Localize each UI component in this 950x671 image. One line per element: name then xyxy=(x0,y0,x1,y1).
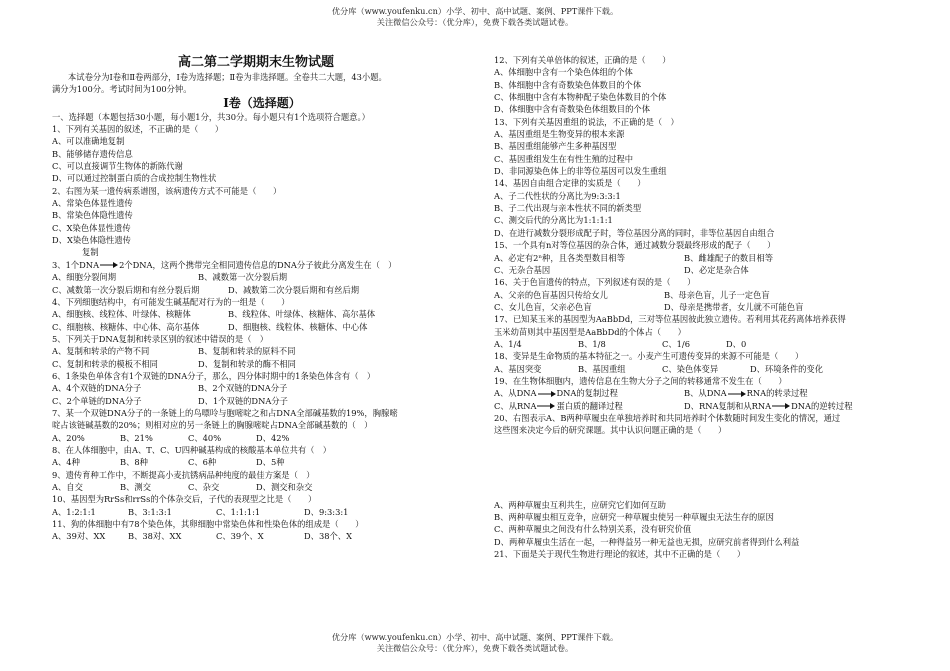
section-heading: Ⅰ卷（选择题） xyxy=(223,95,301,110)
question-11-options xyxy=(52,530,472,542)
question-7-option-c: C、40% xyxy=(188,432,222,443)
question-7-line-1: 7、某一个双链DNA分子的一条链上的鸟嘌呤与胞嘧啶之和占DNA全部碱基数的19%，胸腺嘧 xyxy=(52,407,398,418)
question-12-option-b: B、体细胞中含有奇数染色体数目的个体 xyxy=(494,79,642,90)
question-15-option-a: A、必定有2ⁿ种，且各类型数目相等 xyxy=(494,252,626,263)
question-3-options-row-2 xyxy=(52,284,472,296)
question-9: 9、遗传育种工作中，不断提高小麦抗锈病品种纯度的最佳方案是（ ） xyxy=(52,469,315,480)
question-17-option-b: B、1/8 xyxy=(578,338,606,349)
question-17-line-2: 玉米幼苗则其中基因型是AaBbDd的个体占（ ） xyxy=(494,326,686,337)
right-arrow-icon xyxy=(771,402,791,410)
question-4-option-a: A、细胞核、线粒体、叶绿体、核糖体 xyxy=(52,309,191,320)
intro-line-2: 满分为100分。考试时间为100分钟。 xyxy=(52,84,192,95)
question-2-option-a: A、常染色体显性遗传 xyxy=(52,198,133,209)
question-11-option-b: B、38对、XX xyxy=(128,531,182,542)
question-10-options xyxy=(52,506,472,518)
question-6-option-c: C、2个单链的DNA分子 xyxy=(52,395,142,406)
question-7-option-b: B、21% xyxy=(120,432,153,443)
question-18-option-c: C、染色体变异 xyxy=(662,363,719,374)
question-3-option-c: C、减数第一次分裂后期和有丝分裂后期 xyxy=(52,284,200,295)
question-7-option-a: A、20% xyxy=(52,432,85,443)
question-16-option-d: D、母亲是携带者，女儿就不可能色盲 xyxy=(664,301,804,312)
page-header xyxy=(0,6,950,27)
question-6: 6、1条染色单体含有1个双链的DNA分子，那么，四分体时期中的1条染色体含有（ ） xyxy=(52,370,376,381)
question-5-options-row-1 xyxy=(52,345,472,357)
intro-line-1: 本试卷分为Ⅰ卷和Ⅱ卷两部分，Ⅰ卷为选择题；Ⅱ卷为非选择题。全卷共二大题，43小题。 xyxy=(68,72,387,82)
question-17-option-c: C、1/6 xyxy=(662,338,690,349)
q19b-end: RNA的转录过程 xyxy=(746,388,808,399)
header-line-2: 关注微信公众号：（优分库），免费下载各类试题试卷。 xyxy=(376,16,574,27)
question-6-option-b: B、2个双链的DNA分子 xyxy=(198,383,288,394)
question-19-options-row-1 xyxy=(494,387,914,399)
question-11-option-c: C、39个、X xyxy=(216,531,264,542)
question-15: 15、一个具有n对等位基因的杂合体，通过减数分裂最终形成的配子（ ） xyxy=(494,240,776,251)
right-arrow-icon xyxy=(536,402,556,410)
question-10-option-a: A、1:2:1:1 xyxy=(52,506,96,517)
exam-title: 高二第二学期期末生物试题 xyxy=(177,55,334,70)
question-1-option-c: C、可以直接调节生物体的新陈代谢 xyxy=(52,161,183,172)
question-16-options-row-1 xyxy=(494,289,914,301)
question-19: 19、在生物体细胞内，遗传信息在生物大分子之间的转移通常不发生在（ ） xyxy=(494,375,787,386)
question-9-option-a: A、自交 xyxy=(52,482,83,492)
q19c-end: 蛋白质的翻译过程 xyxy=(556,400,623,411)
question-1-option-d: D、可以通过控制蛋白质的合成控制生物性状 xyxy=(52,173,217,184)
question-8-options xyxy=(52,456,472,468)
page-footer xyxy=(0,632,950,653)
part-instruction: 一、选择题（本题包括30小题，每小题1分，共30分。每小题只有1个选项符合题意。） xyxy=(52,111,370,122)
question-9-option-d: D、测交和杂交 xyxy=(256,482,313,492)
right-column xyxy=(494,54,914,560)
question-10: 10、基因型为RrSs和rrSs的个体杂交后，子代的表现型之比是（ ） xyxy=(52,494,317,505)
question-18: 18、变异是生命物质的基本特征之一。小麦产生可遗传变异的来源不可能是（ ） xyxy=(494,351,804,362)
question-16-option-b: B、母亲色盲，儿子一定色盲 xyxy=(664,289,770,300)
question-10-option-d: D、9:3:3:1 xyxy=(304,506,349,517)
question-5: 5、下列关于DNA复制和转录区别的叙述中错误的是（ ） xyxy=(52,333,269,344)
question-19-option-a xyxy=(494,387,618,399)
question-20-figure-space xyxy=(494,437,914,499)
question-11-option-d: D、38个、X xyxy=(304,531,353,542)
question-8-option-b: B、8种 xyxy=(120,457,148,468)
q19d-start: D、RNA复制和从RNA xyxy=(684,400,772,411)
question-14-option-a: A、子二代性状的分离比为9:3:3:1 xyxy=(494,190,621,201)
question-3-options-row-1 xyxy=(52,271,472,283)
question-2-option-d: D、X染色体隐性遗传 xyxy=(52,235,131,246)
question-13-option-d: D、非同源染色体上的非等位基因可以发生重组 xyxy=(494,166,667,177)
question-10-option-c: C、1:1:1:1 xyxy=(216,506,261,517)
question-5-option-b: B、复制和转录的原料不同 xyxy=(198,346,296,357)
question-20-line-2: 这些图来决定今后的研究课题。其中认识问题正确的是（ ） xyxy=(494,425,727,436)
question-14-option-d: D、在进行减数分裂形成配子时，等位基因分离的同时，非等位基因自由组合 xyxy=(494,227,775,238)
q19b-start: B、从DNA xyxy=(684,388,727,399)
question-6-option-d: D、1个双链的DNA分子 xyxy=(198,395,288,406)
right-arrow-icon xyxy=(99,261,119,269)
question-2: 2、右图为某一遗传病系谱图，该病遗传方式不可能是（ ） xyxy=(52,185,282,196)
question-13-option-a: A、基因重组是生物变异的根本来源 xyxy=(494,129,625,140)
right-arrow-icon xyxy=(537,390,557,398)
question-15-option-b: B、雌雄配子的数目相等 xyxy=(684,252,774,263)
question-9-option-b: B、测交 xyxy=(120,482,151,492)
question-12-option-a: A、体细胞中含有一个染色体组的个体 xyxy=(494,67,633,78)
right-arrow-icon xyxy=(727,390,747,398)
question-8-option-a: A、4种 xyxy=(52,457,80,468)
question-20-option-d: D、两种草履虫生活在一起，一种得益另一种无益也无损，应研究前者得到什么利益 xyxy=(494,536,800,547)
question-8-option-d: D、5种 xyxy=(256,457,285,468)
question-3-stem-end: 2个DNA，这两个携带完全相同遗传信息的DNA分子彼此分离发生在（ ） xyxy=(119,259,397,270)
question-4-option-d: D、细胞核、线粒体、核糖体、中心体 xyxy=(228,321,368,332)
question-13-option-c: C、基因重组发生在有性生殖的过程中 xyxy=(494,153,634,164)
question-17-options xyxy=(494,338,914,350)
question-15-options-row-2 xyxy=(494,264,914,276)
left-column xyxy=(52,54,472,543)
question-10-option-b: B、3:1:3:1 xyxy=(128,506,172,517)
question-3-option-b: B、减数第一次分裂后期 xyxy=(198,272,288,283)
question-11: 11、狗的体细胞中有78个染色体，其卵细胞中常染色体和性染色体的组成是（ ） xyxy=(52,519,364,530)
question-19-option-d xyxy=(684,400,853,412)
question-7-line-2: 啶占该链碱基数的20%；则相对应的另一条链上的胸腺嘧啶占DNA全部碱基数的（ ） xyxy=(52,420,373,431)
question-19-options-row-2 xyxy=(494,400,914,412)
question-4-options-row-2 xyxy=(52,321,472,333)
question-1-option-b: B、能够储存遗传信息 xyxy=(52,148,133,159)
question-4: 4、下列细胞结构中，有可能发生碱基配对行为的一组是（ ） xyxy=(52,296,290,307)
question-14-option-c: C、测交后代的分离比为1:1:1:1 xyxy=(494,215,613,226)
question-4-option-b: B、线粒体、叶绿体、核糖体、高尔基体 xyxy=(228,309,376,320)
question-4-options-row-1 xyxy=(52,308,472,320)
question-20-option-a: A、两种草履虫互利共生，应研究它们如何互助 xyxy=(494,499,666,510)
question-7-option-d: D、42% xyxy=(256,432,290,443)
question-20-option-b: B、两种草履虫相互竞争，应研究一种草履虫使另一种草履虫无法生存的原因 xyxy=(494,512,774,522)
question-16-options-row-2 xyxy=(494,301,914,313)
question-5-option-c: C、复制和转录的模板不相同 xyxy=(52,358,158,369)
question-14-option-b: B、子二代出现与亲本性状不同的新类型 xyxy=(494,203,642,214)
question-15-option-c: C、无杂合基因 xyxy=(494,264,551,275)
question-3-option-a: A、细胞分裂间期 xyxy=(52,272,117,283)
question-16-option-a: A、父亲的色盲基因只传给女儿 xyxy=(494,289,608,300)
question-15-options-row-1 xyxy=(494,252,914,264)
question-15-option-d: D、必定是杂合体 xyxy=(684,264,749,275)
question-3 xyxy=(52,259,472,271)
question-9-option-c: C、杂交 xyxy=(188,482,220,492)
question-17-line-1: 17、已知某玉米的基因型为AaBbDd，三对等位基因彼此独立遗传。若利用其花药离体培养获得 xyxy=(494,314,846,325)
q19d-end: DNA的逆转过程 xyxy=(791,400,853,411)
footer-line-2: 关注微信公众号：（优分库），免费下载各类试题试卷。 xyxy=(376,642,574,653)
question-3-arrow-label: 复制 xyxy=(82,247,99,258)
question-5-option-d: D、复制和转录的酶不相同 xyxy=(198,358,296,369)
question-1-option-a: A、可以准确地复制 xyxy=(52,136,125,147)
question-14: 14、基因自由组合定律的实质是（ ） xyxy=(494,178,646,189)
question-6-options-row-2 xyxy=(52,395,472,407)
footer-line-1: 优分库（www.youfenku.cn）小学、初中、高中试题、案例、PPT课件下载。 xyxy=(331,632,619,642)
question-18-option-b: B、基因重组 xyxy=(578,363,626,374)
question-20-option-c: C、两种草履虫之间没有什么特别关系，没有研究价值 xyxy=(494,524,692,535)
question-7-options xyxy=(52,432,472,444)
question-4-option-c: C、细胞核、核糖体、中心体、高尔基体 xyxy=(52,321,200,332)
question-2-option-b: B、常染色体隐性遗传 xyxy=(52,210,133,221)
question-11-option-a: A、39对、XX xyxy=(52,531,106,542)
question-19-option-b xyxy=(684,387,808,399)
question-13-option-b: B、基因重组能够产生多种基因型 xyxy=(494,141,617,152)
question-13: 13、下列有关基因重组的说法，不正确的是（ ） xyxy=(494,116,679,127)
question-8: 8、在人体细胞中，由A、T、C、U四种碱基构成的核酸基本单位共有（ ） xyxy=(52,444,332,455)
question-17-option-d: D、0 xyxy=(726,338,747,349)
question-12-option-c: C、体细胞中含有本物种配子染色体数目的个体 xyxy=(494,92,667,103)
question-1: 1、下列有关基因的叙述，不正确的是（ ） xyxy=(52,124,224,135)
q19a-start: A、从DNA xyxy=(494,388,537,399)
question-3-option-d: D、减数第二次分裂后期和有丝后期 xyxy=(228,284,360,295)
question-6-option-a: A、4个双链的DNA分子 xyxy=(52,383,142,394)
question-9-options xyxy=(52,481,472,493)
question-5-options-row-2 xyxy=(52,358,472,370)
question-16: 16、关于色盲遗传的特点，下列叙述有误的是（ ） xyxy=(494,277,696,288)
question-12-option-d: D、体细胞中含有奇数染色体组数目的个体 xyxy=(494,104,650,115)
question-21: 21、下面是关于现代生物进行理论的叙述，其中不正确的是（ ） xyxy=(494,549,746,560)
question-18-option-d: D、环境条件的变化 xyxy=(750,363,824,374)
question-17-option-a: A、1/4 xyxy=(494,338,522,349)
q19a-end: DNA的复制过程 xyxy=(556,388,618,399)
question-20-line-1: 20、右图表示A、B两种草履虫在单独培养时和共同培养时个体数随时间发生变化的情况，通过 xyxy=(494,412,841,423)
q19c-start: C、从RNA xyxy=(494,400,537,411)
question-18-options xyxy=(494,363,914,375)
question-16-option-c: C、女儿色盲，父亲必色盲 xyxy=(494,301,592,312)
question-6-options-row-1 xyxy=(52,382,472,394)
question-5-option-a: A、复制和转录的产物不同 xyxy=(52,346,150,357)
question-3-stem-start: 3、1个DNA xyxy=(52,259,100,270)
header-line-1: 优分库（www.youfenku.cn）小学、初中、高中试题、案例、PPT课件下载。 xyxy=(331,6,619,16)
question-19-option-c xyxy=(494,400,623,412)
question-8-option-c: C、6种 xyxy=(188,457,217,468)
question-12: 12、下列有关单倍体的叙述，正确的是（ ） xyxy=(494,55,671,65)
question-2-option-c: C、X染色体显性遗传 xyxy=(52,222,131,233)
question-18-option-a: A、基因突变 xyxy=(494,363,542,374)
